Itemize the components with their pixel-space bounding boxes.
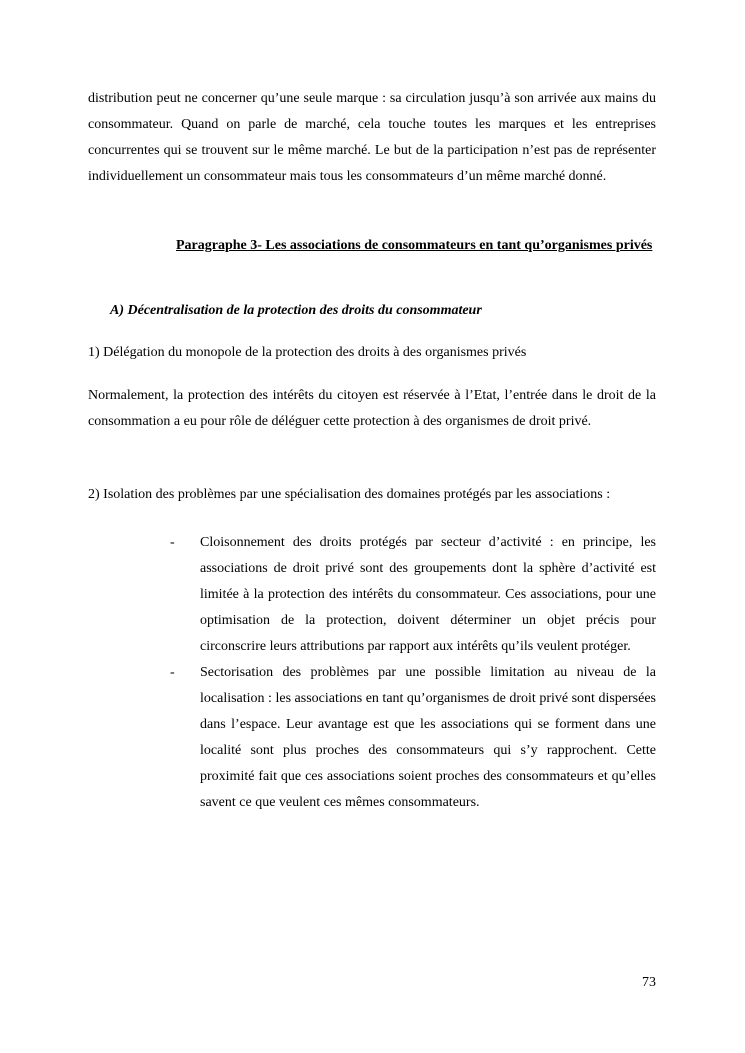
dash-marker: - [170,665,175,680]
section-heading: Paragraphe 3- Les associations de consommateurs en tant qu’organismes privés [176,238,653,253]
page-number: 73 [642,975,656,990]
list-item [170,660,656,816]
list-item [170,530,656,660]
list-item-text: Sectorisation des problèmes par une possible limitation au niveau de la localisation : les associations en tant qu’organismes de droit privé sont dispersées dans l’espace. Leur avantage est que les associations qui se forment dans une localité sont plus proches des consommateurs qui s’y rapprochent. Cette proximité fait que ces associations soient proches des consommateurs et qu’elles savent ce que veulent ces mêmes consommateurs. [200,665,656,810]
subsection-heading: A) Décentralisation de la protection des droits du consommateur [110,303,482,318]
bullet-list [170,530,656,816]
intro-paragraph: distribution peut ne concerner qu’une seule marque : sa circulation jusqu’à son arrivée aux mains du consommateur. Quand on parle de marché, cela touche toutes les marques et les entreprises concurrentes qui se trouvent sur le même marché. Le but de la participation n’est pas de représenter individuellement un consommateur mais tous les consommateurs d’un même marché donné. [88,91,656,184]
item-2-title: 2) Isolation des problèmes par une spécialisation des domaines protégés par les associations : [88,487,611,502]
paragraph-normalement: Normalement, la protection des intérêts du citoyen est réservée à l’Etat, l’entrée dans le droit de la consommation a eu pour rôle de déléguer cette protection à des organismes de droit privé. [88,388,656,429]
list-item-text: Cloisonnement des droits protégés par secteur d’activité : en principe, les associations de droit privé sont des groupements dont la sphère d’activité est limitée à la protection des intérêts du consommateur. Ces associations, pour une optimisation de la protection, doivent déterminer un objet précis pour circonscrire leurs attributions par rapport aux intérêts qu’ils veulent protéger. [200,535,656,654]
item-1-title: 1) Délégation du monopole de la protection des droits à des organismes privés [88,345,527,360]
dash-marker: - [170,535,175,550]
